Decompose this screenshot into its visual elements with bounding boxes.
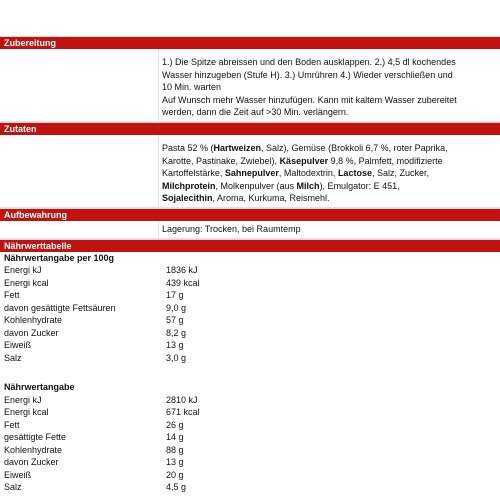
ingredient-text: , Maltodextrin,	[278, 168, 338, 179]
nutrition-row	[0, 264, 500, 277]
zubereitung-line: Wasser hinzugeben (Stufe H). 3.) Umrühren 4.) Wieder verschließen und	[162, 69, 453, 80]
zubereitung-label-cell	[0, 49, 159, 121]
zutaten-line	[162, 192, 500, 205]
ingredient-text: Kartoffelstärke,	[162, 168, 225, 179]
ingredient-text: , Salz, Zucker,	[371, 168, 429, 179]
nutrition-row	[0, 352, 500, 365]
zutaten-line	[162, 155, 500, 168]
nutrient-value: 13 g	[166, 457, 184, 468]
nutrition-row	[0, 289, 500, 302]
nutrition-row	[0, 444, 500, 457]
nutrition-portion-title: Nährwertangabe	[4, 382, 75, 393]
ingredient-text: ), Emulgator: E 451,	[319, 180, 400, 191]
nutrient-name: davon Zucker	[4, 327, 59, 338]
nutrient-name: Energi kJ	[4, 394, 42, 405]
nutrient-value: 8,2 g	[166, 327, 187, 338]
nutrition-row	[0, 302, 500, 315]
spacer	[0, 364, 500, 381]
nutrient-name: Energi kJ	[4, 265, 42, 276]
section-header-aufbewahrung: Aufbewahrung	[0, 208, 500, 221]
zutaten-label-cell	[0, 135, 159, 207]
nutrition-row	[0, 339, 500, 352]
nutrient-name: Salz	[4, 352, 22, 363]
aufbewahrung-label-cell	[0, 221, 159, 238]
nutrition-per100-title: Nährwertangabe per 100g	[4, 252, 115, 263]
nutrient-value: 4,5 g	[166, 482, 187, 493]
section-header-zubereitung: Zubereitung	[0, 36, 500, 49]
nutrient-name: Fett	[4, 290, 20, 301]
ingredient-text: , Aroma, Kurkuma, Reismehl.	[212, 193, 330, 204]
nutrient-name: Salz	[4, 482, 22, 493]
nutrition-row	[0, 277, 500, 290]
nutrition-portion-table	[0, 394, 500, 494]
nutrient-name: Fett	[4, 419, 20, 430]
zubereitung-row	[0, 49, 500, 122]
nutrient-value: 2810 kJ	[166, 394, 198, 405]
nutrient-value: 3,0 g	[166, 352, 187, 363]
nutrient-name: Eiweiß	[4, 340, 32, 351]
nutrition-per100-table	[0, 264, 500, 364]
nutrition-row	[0, 481, 500, 494]
nutrient-value: 1836 kJ	[166, 265, 198, 276]
nutrient-name: davon Zucker	[4, 457, 59, 468]
allergen-text: Milch	[296, 180, 320, 191]
section-header-zutaten: Zutaten	[0, 122, 500, 135]
ingredient-text: 9,8 %, Palmfett, modifizierte	[328, 155, 443, 166]
nutrient-name: Kohlenhydrate	[4, 444, 63, 455]
nutrient-value: 671 kcal	[166, 407, 200, 418]
nutrient-name: davon gesättigte Fettsäuren	[4, 302, 116, 313]
nutrition-row	[0, 394, 500, 407]
nutrient-value: 9,0 g	[166, 302, 187, 313]
ingredient-text: Pasta 52 % (	[162, 142, 214, 153]
ingredient-text: , Molkenpulver (aus	[215, 180, 297, 191]
zutaten-line	[162, 180, 500, 193]
nutrient-name: Kohlenhydrate	[4, 315, 63, 326]
nutrition-row	[0, 469, 500, 482]
nutrition-row	[0, 314, 500, 327]
section-header-naehrwerttabelle: Nährwerttabelle	[0, 239, 500, 252]
nutrient-value: 17 g	[166, 290, 184, 301]
nutrient-value: 26 g	[166, 419, 184, 430]
zutaten-row	[0, 135, 500, 208]
nutrient-name: Energi kcal	[4, 407, 49, 418]
nutrient-value: 439 kcal	[166, 277, 200, 288]
nutrition-row	[0, 431, 500, 444]
allergen-text: Milchprotein	[162, 180, 216, 191]
zubereitung-line: 10 Min. warten	[162, 82, 222, 93]
zutaten-line	[162, 142, 500, 155]
nutrient-name: gesättigte Fette	[4, 432, 67, 443]
nutrient-value: 13 g	[166, 340, 184, 351]
zubereitung-line: werden, dann die Zeit auf >30 Min. verlängern.	[162, 107, 349, 118]
nutrition-row	[0, 327, 500, 340]
ingredient-text: Karotte, Pastinake, Zwiebel),	[162, 155, 280, 166]
zubereitung-line: Auf Wunsch mehr Wasser hinzufügen. Kann mit kaltem Wasser zubereitet	[162, 94, 457, 105]
zutaten-text	[159, 135, 500, 207]
aufbewahrung-text: Lagerung: Trocken, bei Raumtemp	[162, 223, 301, 234]
nutrition-row	[0, 406, 500, 419]
zutaten-line	[162, 167, 500, 180]
nutrient-name: Eiweiß	[4, 469, 32, 480]
nutrient-value: 57 g	[166, 315, 184, 326]
product-info-sheet	[0, 36, 500, 494]
allergen-text: Lactose	[337, 168, 372, 179]
nutrient-value: 20 g	[166, 469, 184, 480]
zubereitung-text	[159, 49, 500, 121]
nutrition-row	[0, 456, 500, 469]
nutrient-name: Energi kcal	[4, 277, 49, 288]
allergen-text: Sahnepulver	[224, 168, 279, 179]
zubereitung-line: 1.) Die Spitze abreissen und den Boden ausklappen. 2.) 4,5 dl kochendes	[162, 57, 456, 67]
allergen-text: Hartweizen	[213, 142, 262, 153]
nutrition-row	[0, 419, 500, 432]
nutrient-value: 88 g	[166, 444, 184, 455]
allergen-text: Sojalecithin	[162, 193, 213, 204]
aufbewahrung-row	[0, 221, 500, 239]
ingredient-text: , Salz), Gemüse (Brokkoli 6,7 %, roter Paprika,	[261, 142, 448, 153]
allergen-text: Käsepulver	[279, 155, 329, 166]
nutrient-value: 14 g	[166, 432, 184, 443]
